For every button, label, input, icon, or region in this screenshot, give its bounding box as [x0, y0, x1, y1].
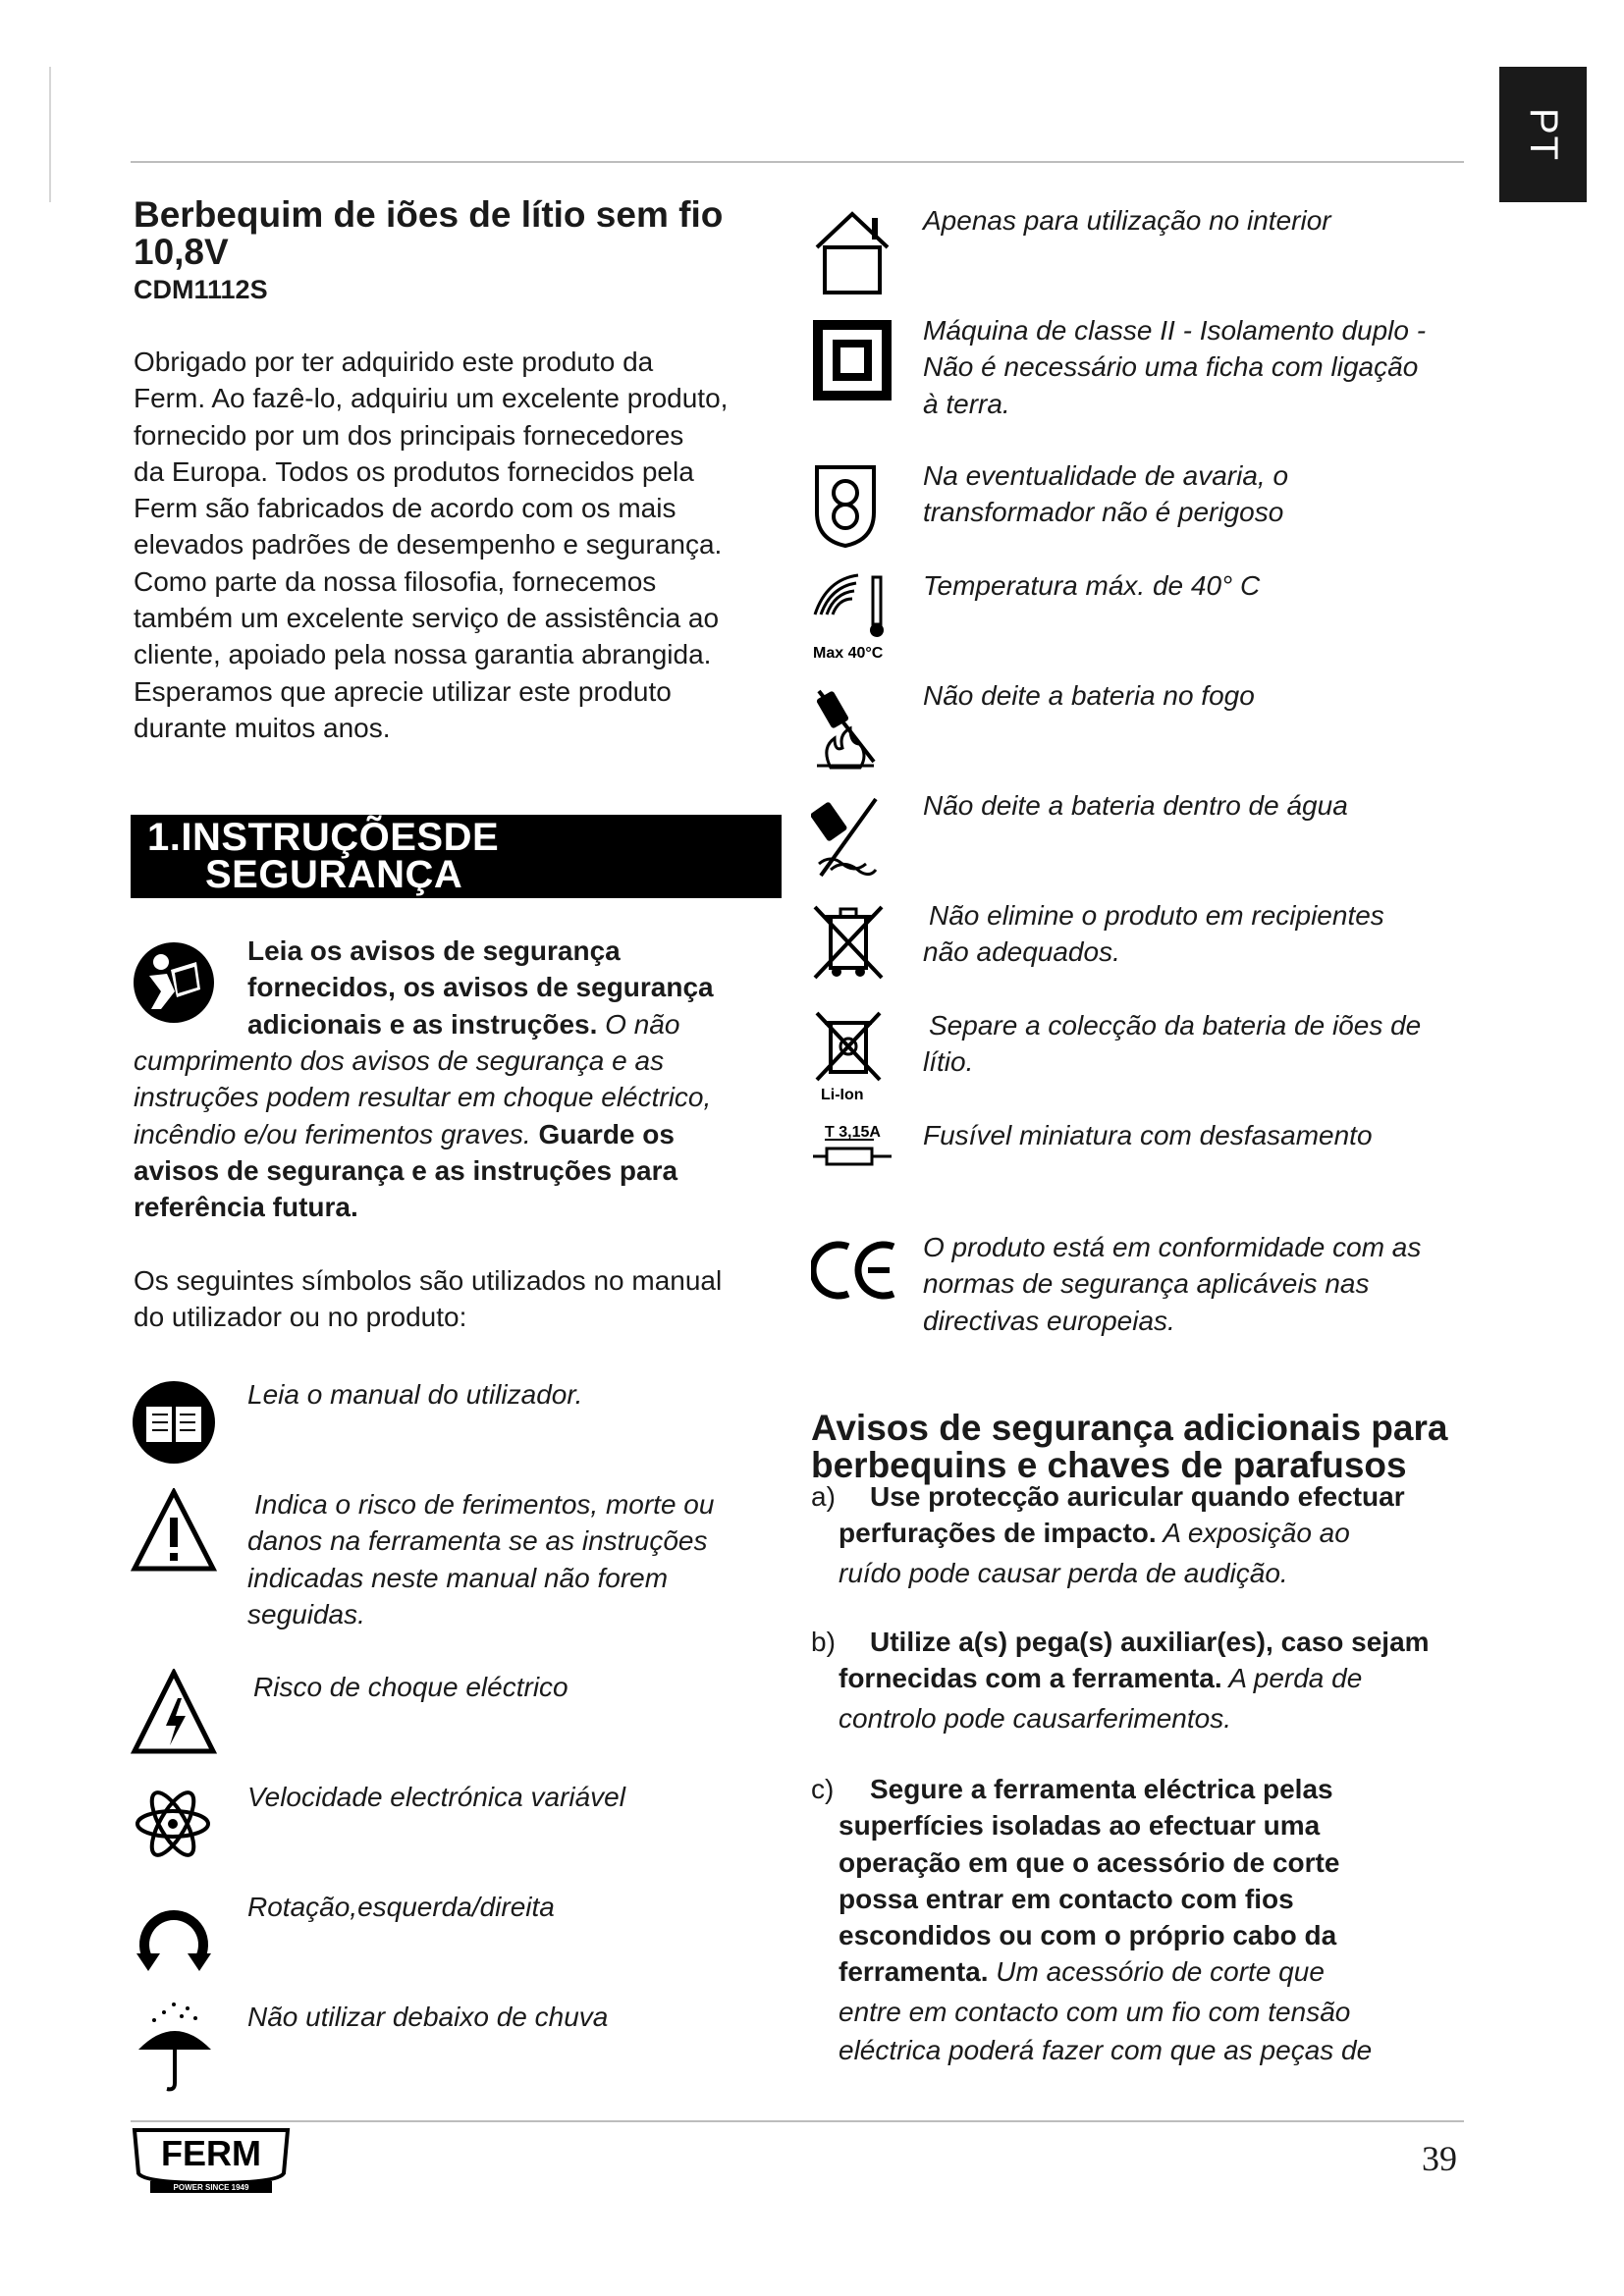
- symbol-desc-line: Separe a colecção da bateria de iões de: [929, 1010, 1422, 1041]
- warning-item-c: [811, 1771, 1479, 2068]
- intro-line: Ferm. Ao fazê-lo, adquiriu um excelente produto,: [134, 383, 729, 414]
- item-marker: a): [811, 1481, 836, 1512]
- item-line: fornecidas com a ferramenta.: [839, 1663, 1222, 1694]
- logo-tagline: POWER SINCE 1949: [173, 2183, 249, 2192]
- symbol-desc-class2: [923, 312, 1473, 422]
- item-line: eléctrica poderá fazer com que as peças de: [839, 2035, 1373, 2066]
- additional-heading-line: Avisos de segurança adicionais para: [811, 1408, 1448, 1448]
- section-heading-line: SEGURANÇA: [205, 853, 463, 896]
- warning-text-top: [247, 933, 797, 1042]
- page-title: [134, 196, 782, 271]
- language-tab-label: PT: [1522, 107, 1565, 162]
- symbol-desc-line: Não elimine o produto em recipientes: [929, 900, 1384, 931]
- item-line: controlo pode causarferimentos.: [839, 1702, 1231, 1734]
- symbol-desc-rotation: Rotação,esquerda/direita: [247, 1892, 555, 1922]
- symbols-intro-line: Os seguintes símbolos são utilizados no manual: [134, 1265, 723, 1296]
- warning-line: incêndio e/ou ferimentos graves.: [134, 1118, 531, 1149]
- item-line: ferramenta.: [839, 1956, 989, 1988]
- item-line: possa entrar em contacto com fios: [839, 1883, 1294, 1914]
- item-marker: b): [811, 1627, 836, 1657]
- warning-line: adicionais e as instruções.: [247, 1008, 598, 1040]
- li-ion-icon-label: Li-Ion: [821, 1087, 864, 1101]
- intro-line: da Europa. Todos os produtos fornecidos pela: [134, 455, 694, 487]
- symbol-desc-line: Na eventualidade de avaria, o: [923, 460, 1289, 491]
- symbol-desc-line: normas de segurança aplicáveis nas: [923, 1268, 1370, 1300]
- warning-line: O não: [597, 1008, 680, 1040]
- indoor-house-icon: [811, 208, 893, 296]
- intro-block: [134, 196, 782, 305]
- symbol-desc-line: Não é necessário uma ficha com ligação: [923, 351, 1419, 383]
- symbol-desc-fuse: Fusível miniatura com desfasamento: [923, 1120, 1373, 1150]
- crossed-bin-icon: [811, 903, 886, 982]
- model-number: CDM1112S: [134, 275, 268, 304]
- symbol-desc-liion: [923, 1007, 1479, 1081]
- intro-line: fornecido por um dos principais fornecedores: [134, 419, 684, 451]
- item-line: ruído pode causar perda de audição.: [839, 1557, 1288, 1588]
- safety-transformer-icon: [811, 463, 880, 548]
- ferm-logo: [131, 2126, 292, 2195]
- symbol-desc-line: lítio.: [923, 1046, 974, 1078]
- symbol-desc-line: Máquina de classe II - Isolamento duplo -: [923, 315, 1427, 346]
- item-line: entre em contacto com um fio com tensão: [839, 1996, 1351, 2027]
- symbols-intro-line: do utilizador ou no produto:: [134, 1302, 467, 1333]
- warning-item-b: [811, 1624, 1479, 1736]
- read-manual-person-icon: [132, 940, 216, 1025]
- symbol-desc-line: O produto está em conformidade com as: [923, 1232, 1422, 1262]
- symbol-desc-indoor: Apenas para utilização no interior: [923, 205, 1331, 236]
- electric-shock-icon: [131, 1669, 217, 1755]
- temp-icon-label: Max 40°C: [813, 645, 884, 662]
- rotation-icon: [131, 1895, 217, 1973]
- warning-line: referência futura.: [134, 1192, 358, 1223]
- warning-line: cumprimento dos avisos de segurança e as: [134, 1045, 665, 1076]
- warning-line: Leia os avisos de segurança: [247, 935, 621, 966]
- symbol-desc-line: seguidas.: [247, 1598, 365, 1629]
- symbol-desc-transformer: [923, 457, 1473, 531]
- max-temperature-icon: [811, 571, 888, 662]
- additional-heading: [811, 1410, 1479, 1484]
- item-line: perfurações de impacto.: [839, 1518, 1157, 1549]
- page-number: 39: [1422, 2139, 1457, 2178]
- symbol-desc-manual: Leia o manual do utilizador.: [247, 1379, 583, 1410]
- symbol-desc-line: indicadas neste manual não forem: [247, 1562, 669, 1593]
- logo-wordmark: FERM: [161, 2133, 261, 2173]
- class-ii-insulation-icon: [811, 318, 893, 402]
- symbol-desc-fire: Não deite a bateria no fogo: [923, 680, 1255, 711]
- intro-line: Como parte da nossa filosofia, fornecemos: [134, 565, 657, 597]
- no-battery-fire-icon: [811, 683, 880, 772]
- intro-line: Ferm são fabricados de acordo com os mais: [134, 493, 677, 524]
- language-tab: [1499, 67, 1587, 202]
- ce-mark-icon: [811, 1239, 899, 1302]
- fuse-icon-label: T 3,15A: [825, 1124, 881, 1141]
- warning-line: avisos de segurança e as instruções para: [134, 1154, 678, 1186]
- section-heading-line: 1.INSTRUÇÕESDE: [147, 816, 500, 859]
- footer-rule: [131, 2120, 1464, 2122]
- margin-rule: [49, 67, 51, 202]
- warning-triangle-icon: [131, 1488, 217, 1573]
- intro-line: também um excelente serviço de assistência ao: [134, 603, 720, 634]
- additional-heading-line: berbequins e chaves de parafusos: [811, 1445, 1407, 1485]
- symbol-desc-temp: Temperatura máx. de 40° C: [923, 570, 1261, 601]
- symbol-desc-bin: [923, 897, 1479, 971]
- symbols-intro: [134, 1262, 791, 1336]
- li-ion-recycling-icon: [811, 1011, 886, 1101]
- symbol-desc-speed: Velocidade electrónica variável: [247, 1782, 625, 1812]
- section-heading: [131, 815, 782, 898]
- item-marker: c): [811, 1774, 835, 1804]
- item-line: Segure a ferramenta eléctrica pelas: [870, 1774, 1333, 1804]
- symbol-desc-line: à terra.: [923, 388, 1010, 419]
- warning-line: instruções podem resultar em choque eléctrico,: [134, 1082, 712, 1113]
- intro-line: Obrigado por ter adquirido este produto da: [134, 347, 654, 377]
- intro-line: durante muitos anos.: [134, 712, 391, 743]
- symbol-desc-risk: [247, 1486, 797, 1632]
- intro-paragraph: [134, 344, 782, 746]
- umbrella-rain-icon: [131, 1999, 219, 2093]
- title-line: Berbequim de iões de lítio sem fio: [134, 194, 724, 235]
- item-line: escondidos ou com o próprio cabo da: [839, 1920, 1337, 1951]
- header-rule: [131, 161, 1464, 163]
- warning-text-bottom: [134, 1042, 791, 1225]
- variable-speed-icon: [134, 1785, 212, 1863]
- warning-item-a: [811, 1478, 1479, 1591]
- item-line: Use protecção auricular quando efectuar: [870, 1481, 1405, 1512]
- symbol-desc-line: directivas europeias.: [923, 1305, 1175, 1336]
- intro-line: cliente, apoiado pela nossa garantia abrangida.: [134, 639, 712, 670]
- title-line: 10,8V: [134, 232, 229, 272]
- symbol-desc-line: não adequados.: [923, 936, 1120, 968]
- item-line: A exposição ao: [1156, 1518, 1350, 1549]
- symbol-desc-water: Não deite a bateria dentro de água: [923, 790, 1348, 821]
- intro-line: Esperamos que aprecie utilizar este produto: [134, 675, 672, 707]
- item-line: superfícies isoladas ao efectuar uma: [839, 1810, 1321, 1842]
- intro-line: elevados padrões de desempenho e segurança.: [134, 529, 723, 561]
- warning-line: fornecidos, os avisos de segurança: [247, 972, 714, 1003]
- item-line: Utilize a(s) pega(s) auxiliar(es), caso sejam: [870, 1627, 1430, 1657]
- symbol-desc-shock: Risco de choque eléctrico: [253, 1672, 568, 1702]
- fuse-icon: [811, 1119, 893, 1172]
- symbol-desc-line: transformador não é perigoso: [923, 497, 1284, 528]
- symbol-desc-ce: [923, 1229, 1473, 1339]
- item-line: A perda de: [1221, 1663, 1363, 1694]
- symbol-desc-line: danos na ferramenta se as instruções: [247, 1525, 708, 1557]
- symbol-desc-line: Indica o risco de ferimentos, morte ou: [254, 1489, 715, 1520]
- warning-line: Guarde os: [530, 1118, 675, 1149]
- item-line: operação em que o acessório de corte: [839, 1846, 1340, 1878]
- no-battery-water-icon: [811, 793, 886, 878]
- item-line: Um acessório de corte que: [988, 1956, 1325, 1988]
- manual-book-icon: [131, 1379, 217, 1466]
- symbol-desc-rain: Não utilizar debaixo de chuva: [247, 2002, 609, 2032]
